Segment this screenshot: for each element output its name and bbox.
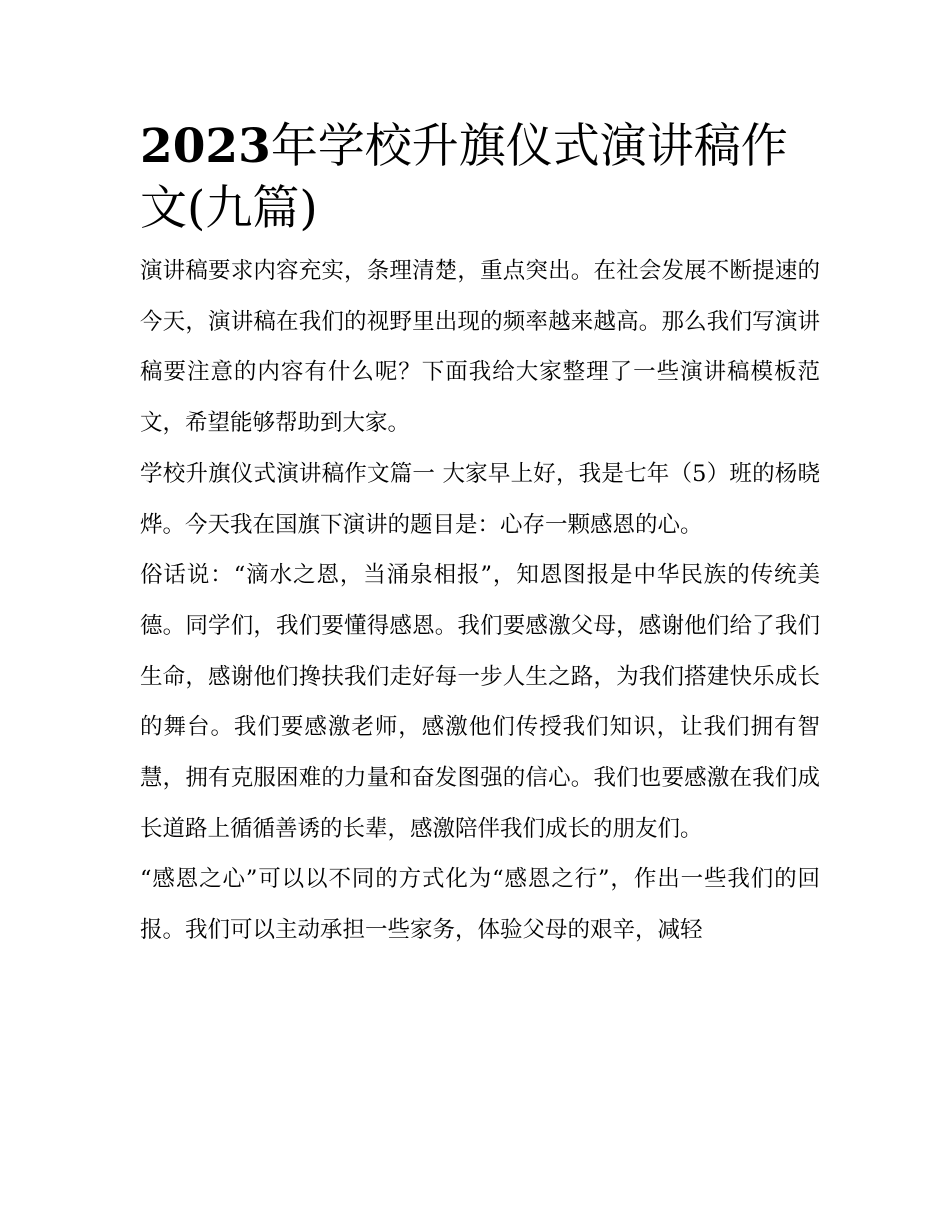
- title-year: 2023: [140, 119, 271, 174]
- paragraph-intro: 演讲稿要求内容充实，条理清楚，重点突出。在社会发展不断提速的今天，演讲稿在我们的视野里出现的频率越来越高。那么我们写演讲稿要注意的内容有什么呢？下面我给大家整理了一些演讲稿模板范文，希望能够帮助到大家。: [140, 258, 820, 437]
- paragraph-speech-opening: 学校升旗仪式演讲稿作文篇一 大家早上好，我是七年（5）班的杨晓烨。今天我在国旗下演讲的题目是：心存一颗感恩的心。: [140, 460, 820, 538]
- document-title: [140, 116, 820, 240]
- paragraph-gratitude-actions: “感恩之心”可以以不同的方式化为“感恩之行”，作出一些我们的回报。我们可以主动承担一些家务，体验父母的艰辛，减轻: [140, 866, 820, 944]
- document-content: [140, 116, 820, 956]
- paragraph-gratitude: 俗话说：“滴水之恩，当涌泉相报”，知恩图报是中华民族的传统美德。同学们，我们要懂得感恩。我们要感激父母，感谢他们给了我们生命，感谢他们搀扶我们走好每一步人生之路，为我们搭建快乐成长的舞台。我们要感激老师，感激他们传授我们知识，让我们拥有智慧，拥有克服困难的力量和奋发图强的信心。我们也要感激在我们成长道路上循循善诱的长辈，感激陪伴我们成长的朋友们。: [140, 562, 820, 842]
- title-text: 年学校升旗仪式演讲稿作文(九篇): [140, 119, 788, 236]
